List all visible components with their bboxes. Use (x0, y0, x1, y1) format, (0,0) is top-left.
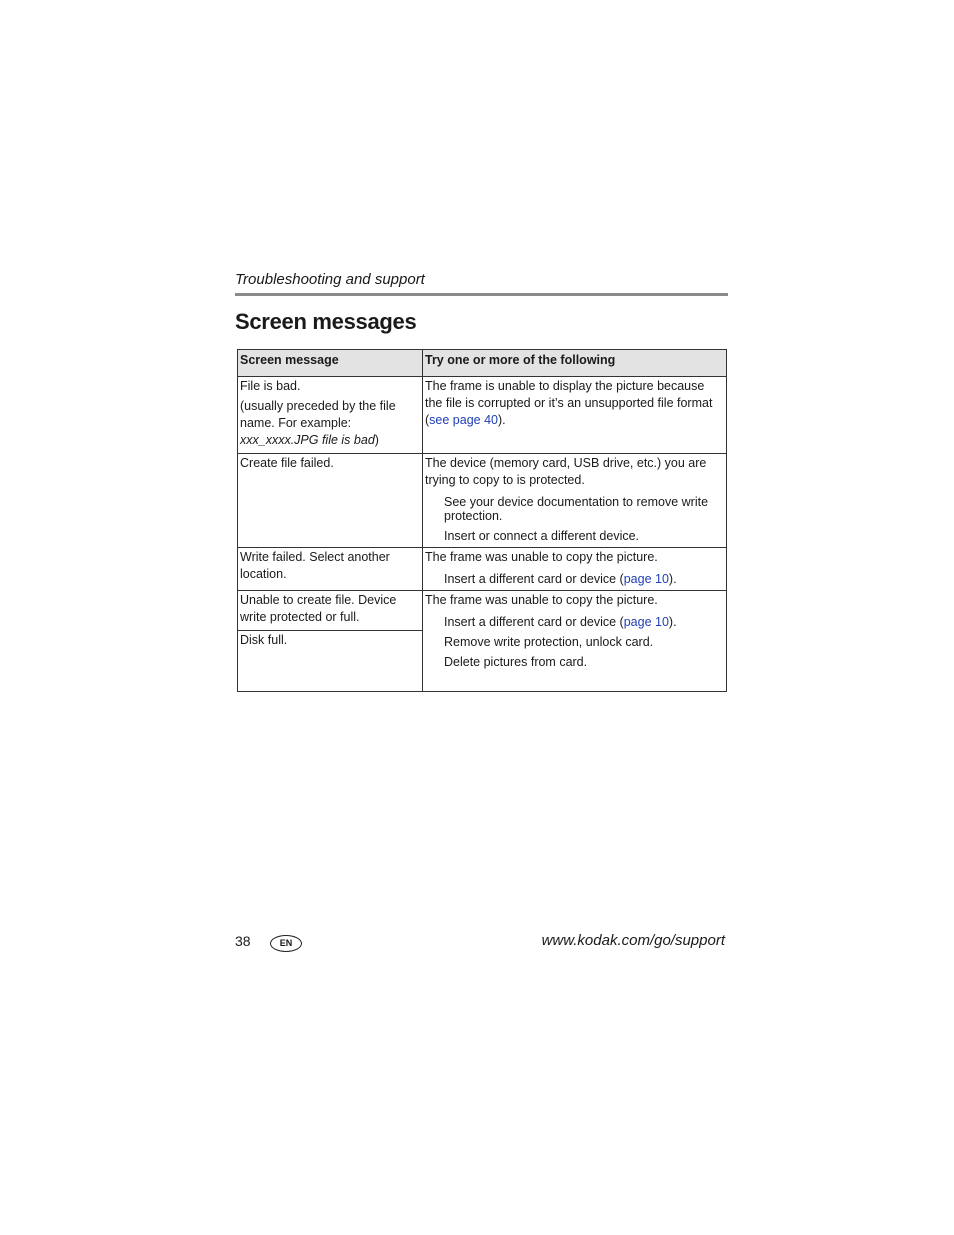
action-bullet (444, 609, 722, 629)
message-text: Write failed. Select another location. (240, 550, 390, 581)
table-row (238, 377, 727, 454)
running-header: Troubleshooting and support (235, 271, 425, 288)
table-header-row (238, 350, 727, 377)
action-cell (423, 377, 727, 454)
action-text-body: The frame is unable to display the picture because the file is corrupted or it’s an unsupported file format ( (425, 379, 713, 427)
page-number: 38 (235, 933, 251, 949)
action-bullet (444, 566, 722, 586)
see-page-40-link[interactable]: see page 40 (429, 413, 498, 427)
message-note-close: ) (374, 433, 379, 447)
message-note-text: (usually preceded by the file name. For example: (240, 399, 396, 430)
column-header-screen-message: Screen message (238, 350, 423, 377)
action-cell (423, 454, 727, 548)
message-note-example: xxx_xxxx.JPG file is bad (240, 433, 375, 447)
action-text: The frame was unable to copy the picture. (425, 550, 658, 564)
action-text (425, 378, 722, 429)
action-text: The frame was unable to copy the picture. (425, 593, 658, 607)
page-10-link[interactable]: page 10 (623, 572, 669, 586)
screen-messages-table (237, 349, 727, 692)
header-rule (235, 293, 728, 296)
action-bullet-text: Insert a different card or device ( (444, 615, 624, 629)
message-cell (238, 377, 423, 454)
action-bullet-close: ). (668, 615, 677, 629)
action-text: The device (memory card, USB drive, etc.) you are trying to copy to is protected. (425, 456, 707, 487)
table-row (238, 591, 727, 631)
language-badge: EN (270, 935, 302, 952)
action-text-close: ). (497, 413, 506, 427)
table-row (238, 454, 727, 548)
message-cell (238, 548, 423, 591)
message-text: Unable to create file. Device write protected or full. (240, 593, 397, 624)
action-bullet: Delete pictures from card. (444, 655, 588, 669)
action-bullet: Remove write protection, unlock card. (444, 635, 654, 649)
column-header-actions: Try one or more of the following (423, 350, 727, 377)
action-bullet-close: ). (668, 572, 677, 586)
message-text: Create file failed. (240, 456, 334, 470)
message-text: Disk full. (240, 633, 288, 647)
action-cell (423, 548, 727, 591)
table-row (238, 548, 727, 591)
action-bullet: Insert or connect a different device. (444, 529, 640, 543)
message-cell (238, 631, 423, 692)
page-10-link[interactable]: page 10 (623, 615, 669, 629)
support-url[interactable]: www.kodak.com/go/support (541, 932, 725, 949)
message-text: File is bad. (240, 379, 301, 393)
action-cell (423, 591, 727, 692)
action-bullet-text: Insert a different card or device ( (444, 572, 624, 586)
message-cell (238, 454, 423, 548)
action-bullet: See your device documentation to remove write protection. (444, 495, 709, 523)
page-title: Screen messages (235, 309, 417, 334)
message-cell (238, 591, 423, 631)
message-note (240, 398, 418, 449)
